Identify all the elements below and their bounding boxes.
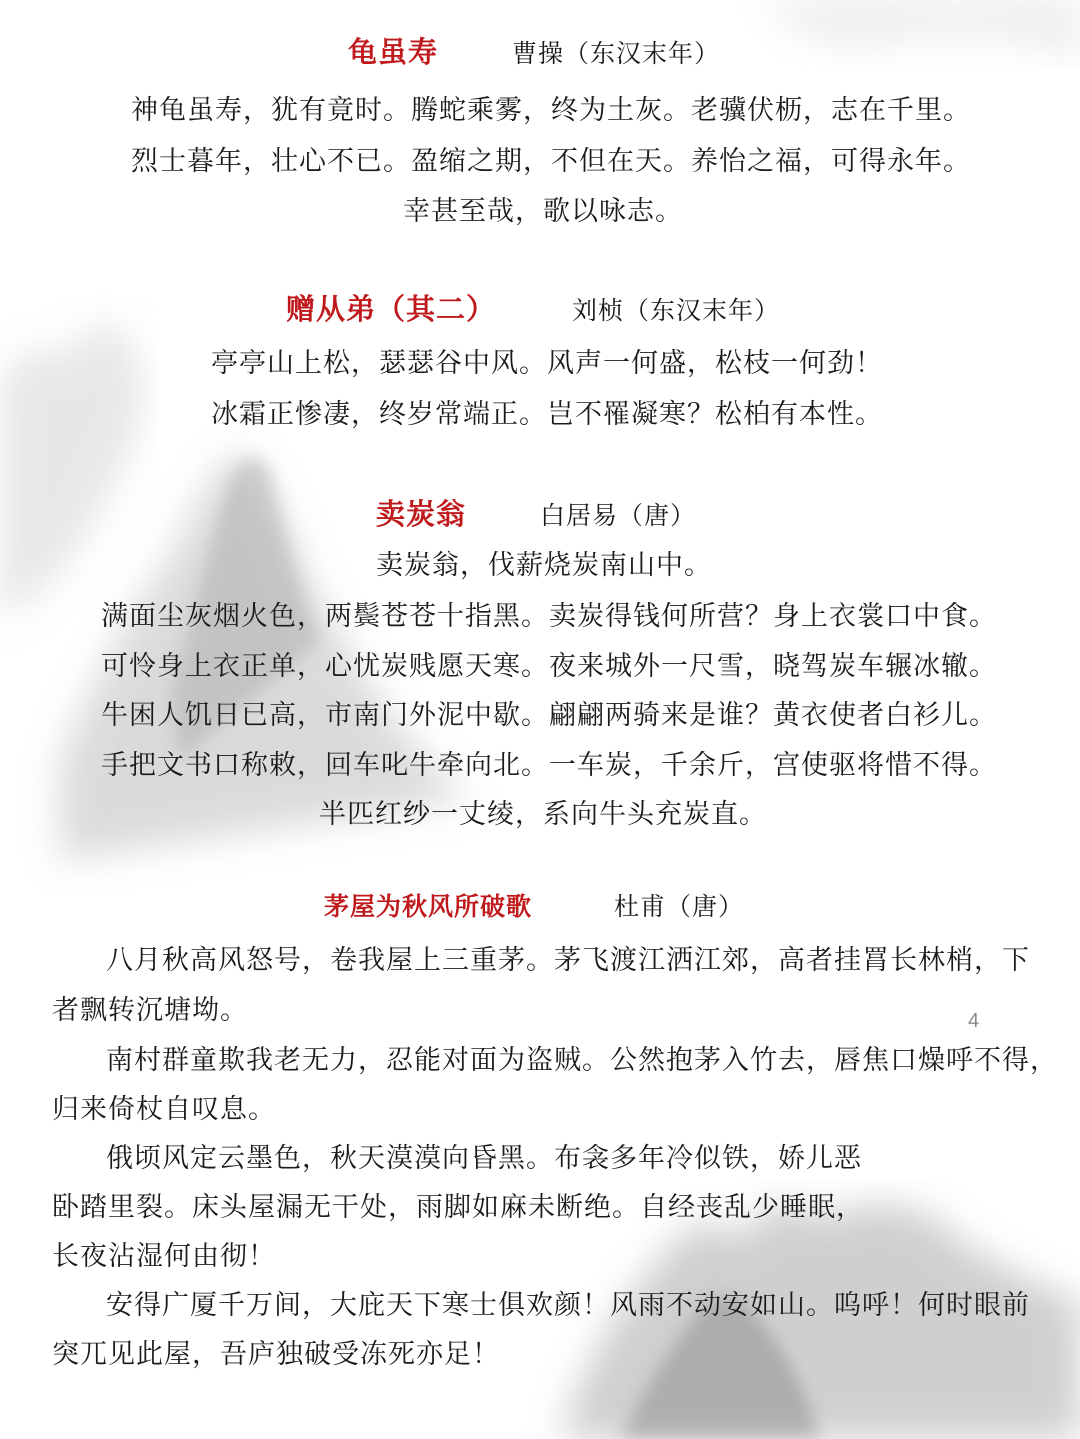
poem-title: 茅屋为秋风所破歌: [324, 892, 533, 921]
poem-line: 突兀见此屋，吾庐独破受冻死亦足！: [52, 1339, 500, 1370]
poem-line: 神龟虽寿，犹有竟时。腾蛇乘雾，终为土灰。老骥伏枥，志在千里。: [131, 95, 971, 126]
page-number: 4: [968, 1010, 980, 1032]
poem-line: 幸甚至哉，歌以咏志。: [403, 196, 683, 227]
poem-line: 安得广厦千万间，大庇天下寒士俱欢颜！风雨不动安如山。呜呼！何时眼前: [106, 1290, 1030, 1321]
poem-line: 八月秋高风怒号，卷我屋上三重茅。茅飞渡江洒江郊，高者挂罥长林梢，下: [106, 945, 1030, 976]
poem-3-author: 白居易（唐）: [540, 501, 697, 530]
poem-line: 卧踏里裂。床头屋漏无干处，雨脚如麻未断绝。自经丧乱少睡眠，: [52, 1192, 864, 1223]
poem-line: 长夜沾湿何由彻！: [52, 1241, 276, 1272]
poem-2-heading: [286, 287, 496, 328]
poem-line: 手把文书口称敕，回车叱牛牵向北。一车炭，千余斤，宫使驱将惜不得。: [101, 750, 997, 781]
poem-3-heading: [376, 492, 466, 533]
poem-line: 归来倚杖自叹息。: [52, 1094, 276, 1125]
poem-line: 可怜身上衣正单，心忧炭贱愿天寒。夜来城外一尺雪，晓驾炭车辗冰辙。: [101, 651, 997, 682]
poem-title: 卖炭翁: [376, 497, 467, 531]
poem-line: 满面尘灰烟火色，两鬓苍苍十指黑。卖炭得钱何所营？身上衣裳口中食。: [101, 601, 997, 632]
poem-4-author: 杜甫（唐）: [614, 892, 745, 921]
poem-line: 者飘转沉塘坳。: [52, 995, 248, 1026]
poem-2-author: 刘桢（东汉末年）: [572, 296, 781, 325]
poem-line: 亭亭山上松，瑟瑟谷中风。风声一何盛，松枝一何劲！: [211, 348, 883, 379]
poem-line: 冰霜正惨凄，终岁常端正。岂不罹凝寒？松柏有本性。: [211, 399, 883, 430]
poem-1-author: 曹操（东汉末年）: [512, 39, 721, 68]
poem-line: 半匹红纱一丈绫，系向牛头充炭直。: [319, 799, 767, 830]
poem-line: 牛困人饥日已高，市南门外泥中歇。翩翩两骑来是谁？黄衣使者白衫儿。: [101, 700, 997, 731]
poem-line: 南村群童欺我老无力，忍能对面为盗贼。公然抱茅入竹去，唇焦口燥呼不得，: [106, 1045, 1058, 1076]
poem-1-heading: [348, 30, 438, 71]
poem-line: 烈士暮年，壮心不已。盈缩之期，不但在天。养怡之福，可得永年。: [131, 146, 971, 177]
poem-line: 俄顷风定云墨色，秋天漠漠向昏黑。布衾多年冷似铁，娇儿恶: [106, 1143, 862, 1174]
poem-title: 龟虽寿: [348, 35, 439, 69]
poem-line: 卖炭翁，伐薪烧炭南山中。: [376, 550, 712, 581]
poem-title: 赠从弟（其二）: [286, 292, 497, 326]
poem-4-heading: [324, 887, 532, 923]
